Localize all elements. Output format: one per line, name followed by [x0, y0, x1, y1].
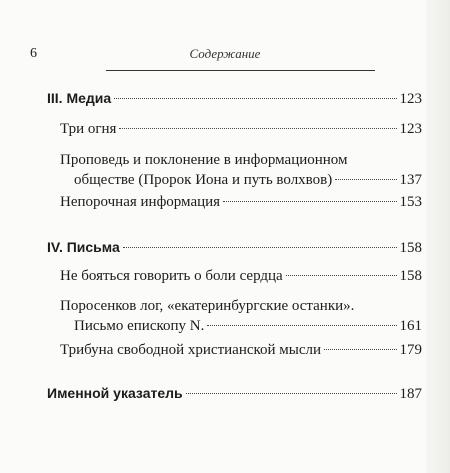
toc-entry-page: 179 [399, 342, 422, 358]
toc-entry [47, 340, 422, 360]
dot-leader [119, 128, 396, 129]
header-rule [106, 70, 375, 71]
toc-entry-title: Не бояться говорить о боли сердца [60, 268, 283, 284]
toc-entry-page: 187 [399, 386, 422, 402]
dot-leader [186, 393, 397, 394]
toc-entry [47, 266, 422, 286]
toc-entry-title: Непорочная информация [60, 194, 221, 210]
toc-entry-page: 123 [399, 121, 422, 137]
toc-entry-section-letters [47, 237, 422, 258]
toc-entry-title: Именной указатель [47, 385, 183, 401]
toc-entry-title: Три огня [60, 121, 117, 137]
toc-entry-page: 153 [399, 194, 422, 210]
toc-entry [47, 296, 422, 336]
page-edge-shadow [426, 0, 450, 473]
toc-entry-title: III. Медиа [47, 90, 112, 106]
toc-entry-page: 158 [399, 268, 422, 284]
dot-leader [207, 325, 396, 326]
toc-entry-name-index [47, 383, 422, 404]
toc-entry-title: Трибуна свободной христианской мысли [60, 342, 322, 358]
dot-leader [335, 179, 396, 180]
toc-entry-title: Проповедь и поклонение в информационном [60, 152, 348, 168]
toc-entry [47, 150, 422, 190]
dot-leader [324, 349, 396, 350]
toc-entry-page: 137 [399, 172, 422, 188]
dot-leader [123, 247, 397, 248]
toc-entry-title-cont: Письмо епископу N. [74, 318, 205, 334]
toc-entry-title: Поросенков лог, «екатеринбургские останки». [60, 298, 355, 314]
toc-entry-title: IV. Письма [47, 239, 120, 255]
dot-leader [223, 201, 396, 202]
toc-entry-page: 123 [399, 91, 422, 107]
toc-entry-page: 161 [399, 318, 422, 334]
dot-leader [114, 98, 396, 99]
toc-entry-section-media [47, 88, 422, 109]
page-number: 6 [30, 46, 37, 61]
running-head: Содержание [189, 46, 261, 61]
toc-entry [47, 119, 422, 139]
toc-entry-title-cont: обществе (Пророк Иона и путь волхвов) [74, 172, 333, 188]
toc-entry-page: 158 [399, 240, 422, 256]
toc-entry [47, 192, 422, 212]
dot-leader [286, 275, 397, 276]
